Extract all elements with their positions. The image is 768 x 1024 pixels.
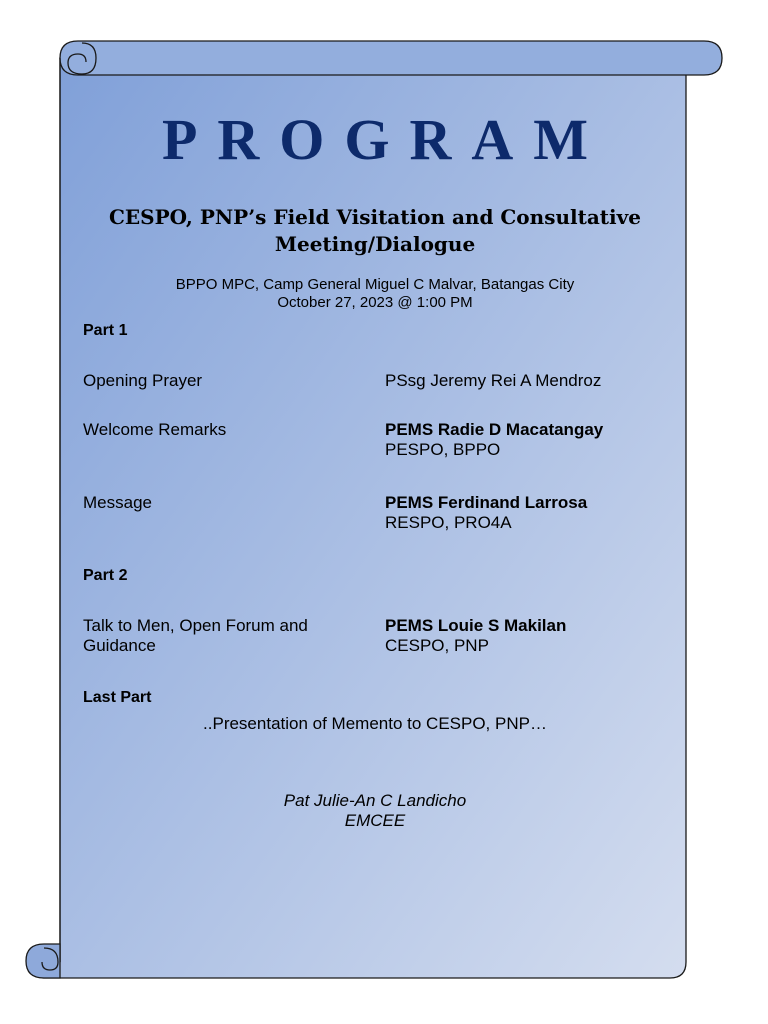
opening-prayer-name: PSsg Jeremy Rei A Mendroz xyxy=(385,371,602,390)
talk-to-men-speaker xyxy=(385,616,566,656)
message-label: Message xyxy=(83,493,152,512)
event-datetime: October 27, 2023 @ 1:00 PM xyxy=(277,294,473,311)
emcee-role: EMCEE xyxy=(344,811,406,830)
speaker-position: CESPO, PNP xyxy=(385,636,489,655)
message-speaker xyxy=(385,493,587,533)
memento-presentation: ..Presentation of Memento to CESPO, PNP… xyxy=(203,714,547,733)
talk-to-men-label xyxy=(83,616,308,656)
last-part-heading: Last Part xyxy=(83,689,152,706)
event-details xyxy=(80,276,670,312)
emcee-block xyxy=(60,791,690,831)
emcee-name: Pat Julie-An C Landicho xyxy=(283,791,467,810)
venue: BPPO MPC, Camp General Miguel C Malvar, Batangas City xyxy=(175,276,575,293)
speaker-position: PESPO, BPPO xyxy=(385,440,501,459)
speaker-name: PEMS Ferdinand Larrosa xyxy=(385,493,588,512)
label-line-2: Guidance xyxy=(83,636,156,655)
program-title: PROGRAM xyxy=(161,107,609,172)
speaker-position: RESPO, PRO4A xyxy=(385,513,512,532)
welcome-remarks-speaker xyxy=(385,420,603,460)
speaker-name: PEMS Radie D Macatangay xyxy=(385,420,604,439)
part2-heading: Part 2 xyxy=(83,567,128,584)
label-line-1: Talk to Men, Open Forum and xyxy=(83,616,308,635)
welcome-remarks-label: Welcome Remarks xyxy=(83,420,227,439)
event-title: CESPO, PNP’s Field Visitation and Consultative Meeting/Dialogue xyxy=(109,205,641,256)
part1-heading: Part 1 xyxy=(83,322,128,339)
opening-prayer-label: Opening Prayer xyxy=(83,371,203,390)
speaker-name: PEMS Louie S Makilan xyxy=(385,616,567,635)
